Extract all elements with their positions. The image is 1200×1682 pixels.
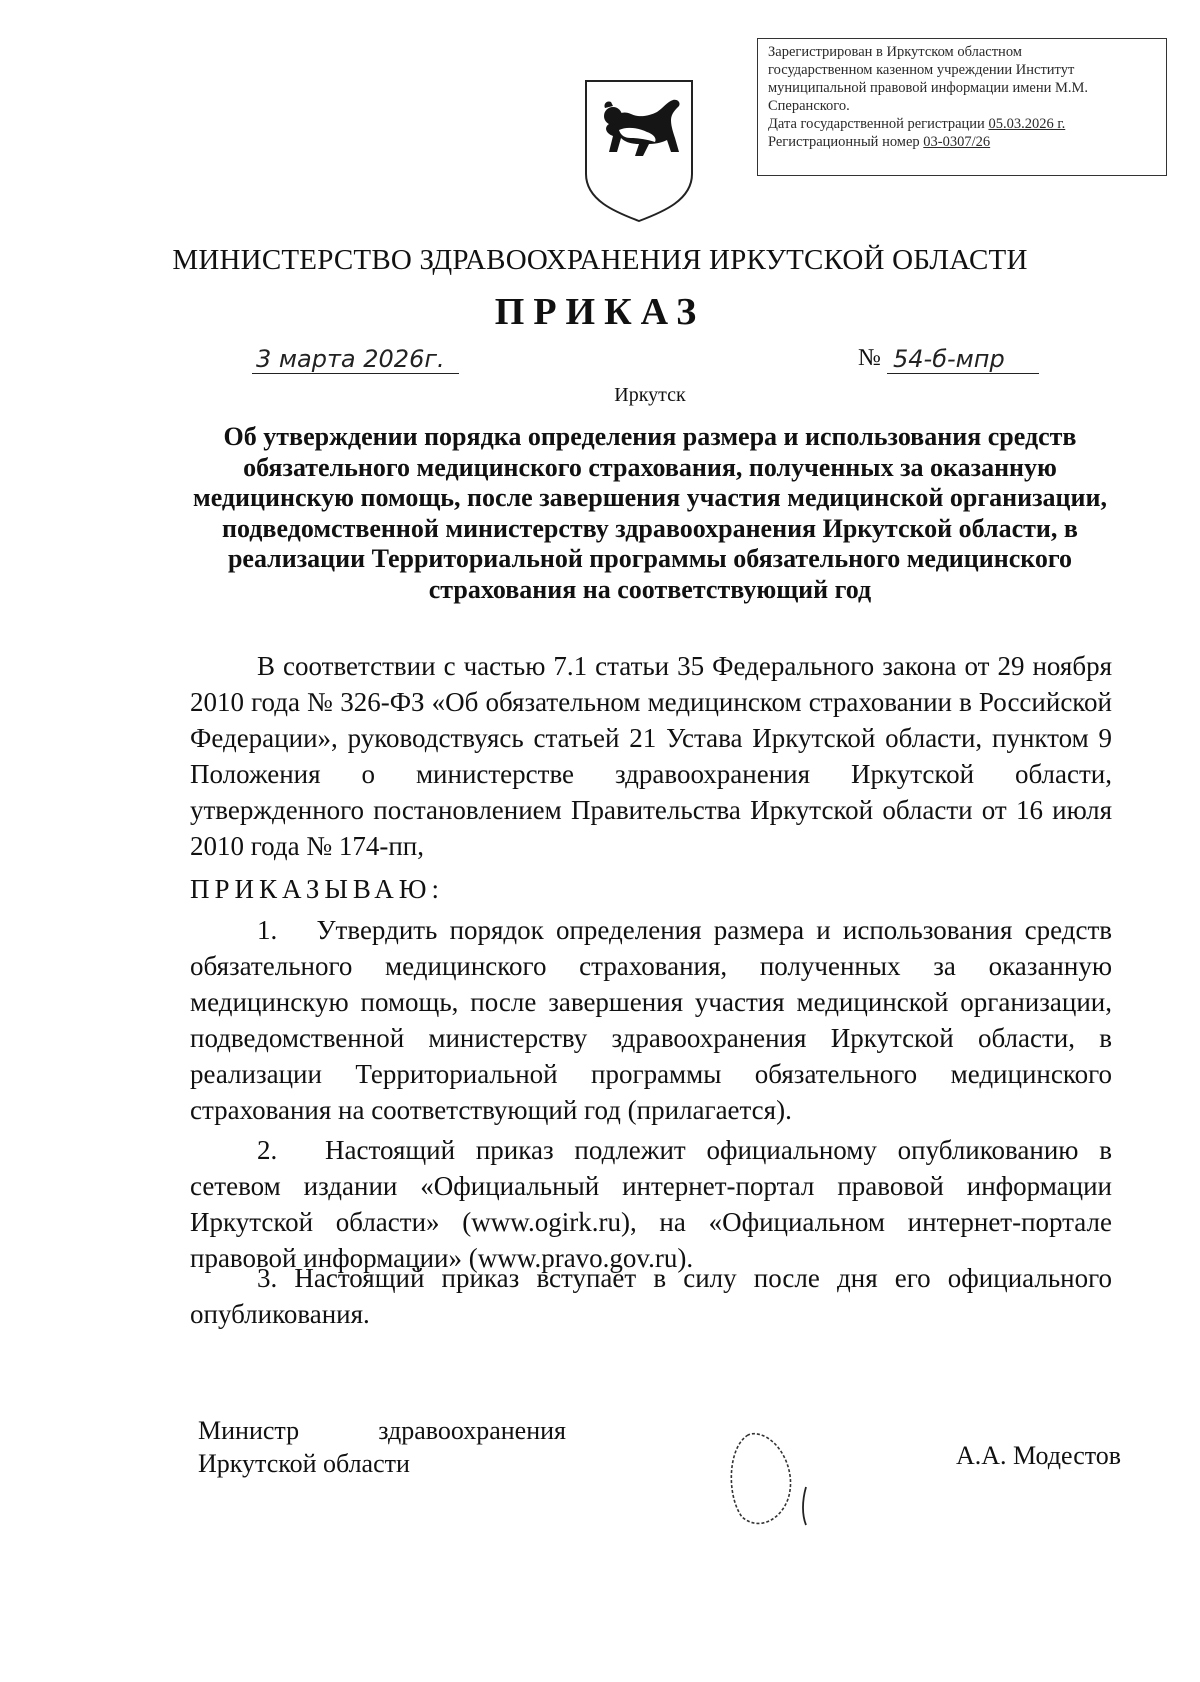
stamp-reg-date-row [768, 115, 1158, 133]
registration-stamp [757, 38, 1167, 176]
stamp-line: Сперанского. [768, 98, 850, 114]
order-subject: Об утверждении порядка определения размера и использования средств обязательного медицинского страхования, полученных за оказанную медицинскую помощь, после завершения участия медицинской организации, подведомственной министерству здравоохранения Иркутской области, в реализации Территориальной программы обязательного медицинского страхования на соответствующий год [193, 422, 1107, 604]
document-type: ПРИКАЗ [494, 291, 706, 333]
stamp-reg-date-label: Дата государственной регистрации [768, 116, 985, 132]
order-date [252, 345, 459, 374]
order-number [887, 345, 1039, 374]
handwritten-signature [718, 1425, 838, 1531]
signatory-name: А.А. Модестов [956, 1441, 1122, 1470]
stamp-reg-num-row [768, 133, 1158, 151]
order-number-handwritten: 54-б-мпр [887, 345, 1039, 374]
stamp-line: муниципальной правовой информации имени М.М. [768, 80, 1089, 96]
preamble-paragraph: В соответствии с частью 7.1 статьи 35 Федерального закона от 29 ноября 2010 года № 326-ФЗ «Об обязательном медицинском страховании в Российской Федерации», руководствуясь статьей 21 Устава Иркутской области, пунктом 9 Положения о министерстве здравоохранения Иркутской области, утвержденного постановлением Правительства Иркутской области от 16 июля 2010 года № 174-пп, [190, 651, 1112, 861]
order-word: ПРИКАЗЫВАЮ: [190, 874, 444, 904]
order-item-1: 1. Утвердить порядок определения размера и использования средств обязательного медицинского страхования, полученных за оказанную медицинскую помощь, после завершения участия медицинской организации, подведомственной министерству здравоохранения Иркутской области, в реализации Территориальной программы обязательного медицинского страхования на соответствующий год (прилагается). [190, 915, 1112, 1125]
stamp-reg-num-label: Регистрационный номер [768, 134, 920, 150]
stamp-reg-num: 03-0307/26 [923, 134, 991, 150]
signatory-title [198, 1414, 566, 1480]
order-number-label: № [858, 345, 881, 371]
stamp-reg-date: 05.03.2026 г. [988, 116, 1066, 132]
signatory-title-line1 [198, 1414, 566, 1447]
ministry-name: МИНИСТЕРСТВО ЗДРАВООХРАНЕНИЯ ИРКУТСКОЙ ОБЛАСТИ [172, 244, 1028, 276]
stamp-line: государственном казенном учреждении Институт [768, 62, 1075, 78]
city: Иркутск [614, 384, 686, 406]
order-item-3: 3. Настоящий приказ вступает в силу после дня его официального опубликования. [190, 1263, 1112, 1329]
signatory-title-word: здравоохранения [378, 1416, 566, 1445]
signatory-title-line2: Иркутской области [198, 1449, 410, 1478]
order-item-2: 2. Настоящий приказ подлежит официальному опубликованию в сетевом издании «Официальный интернет-портал правовой информации Иркутской области» (www.ogirk.ru), на «Официальном интернет-портале правовой информации» (www.pravo.gov.ru). [190, 1135, 1112, 1273]
order-date-handwritten: 3 марта 2026г. [252, 345, 459, 374]
stamp-line: Зарегистрирован в Иркутском областном [768, 44, 1022, 60]
coat-of-arms-icon [583, 78, 695, 224]
signatory-title-word: Министр [198, 1416, 300, 1445]
